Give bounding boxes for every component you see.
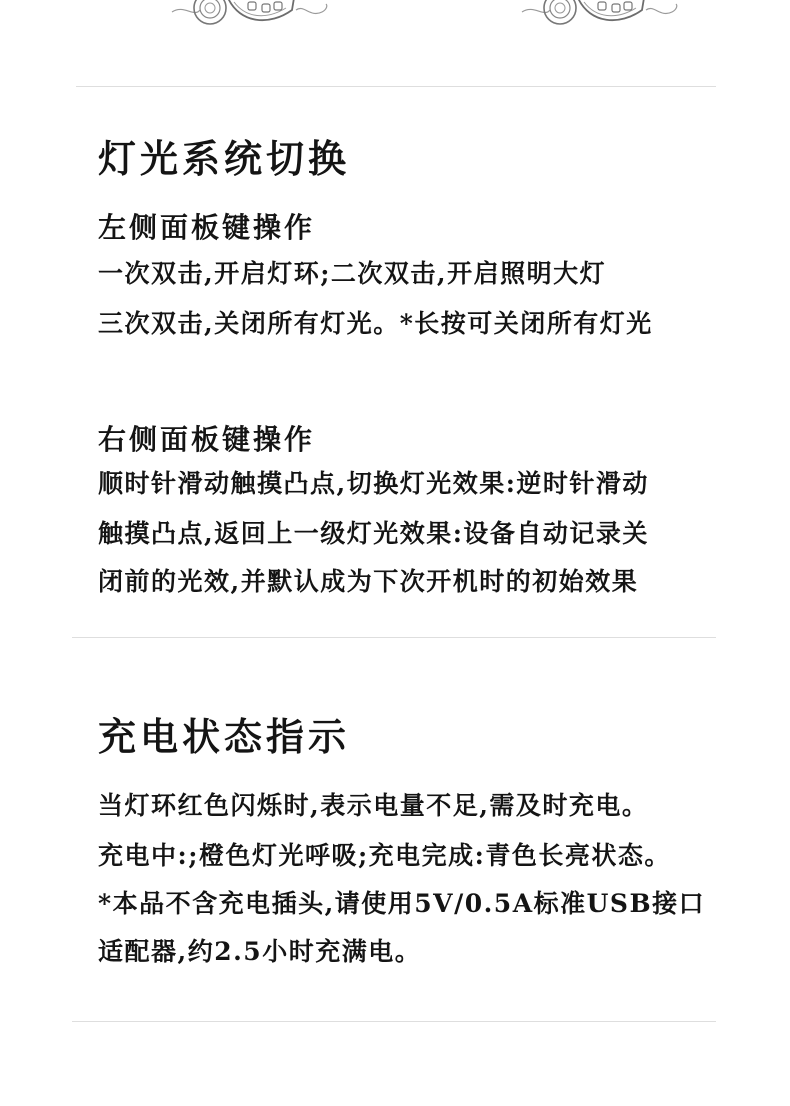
right-panel-line: 顺时针滑动触摸凸点,切换灯光效果:逆时针滑动 [98,469,649,498]
right-panel-line: 触摸凸点,返回上一级灯光效果:设备自动记录关 [98,519,649,548]
charging-note-line: *本品不含充电插头,请使用5V/0.5A标准USB接口 [98,889,706,918]
charging-line: 充电中:;橙色灯光呼吸;充电完成:青色长亮状态。 [98,841,671,870]
charging-line: 当灯环红色闪烁时,表示电量不足,需及时充电。 [98,791,649,820]
charging-section-title: 充电状态指示 [98,714,351,759]
left-panel-line: 一次双击,开启灯环;二次双击,开启照明大灯 [98,259,607,288]
lighting-section-title: 灯光系统切换 [98,136,351,181]
left-panel-line: 三次双击,关闭所有灯光。*长按可关闭所有灯光 [98,309,653,338]
charging-note-line: 适配器,约2.5小时充满电。 [98,937,422,966]
gamepad-ornament-icon [170,0,330,40]
gamepad-ornament-icon [520,0,680,40]
right-panel-heading: 右侧面板键操作 [98,423,316,456]
section-divider [72,1021,716,1022]
left-panel-heading: 左侧面板键操作 [98,211,316,244]
right-panel-line: 闭前的光效,并默认成为下次开机时的初始效果 [98,567,639,596]
section-divider [72,637,716,638]
section-divider [76,86,716,87]
